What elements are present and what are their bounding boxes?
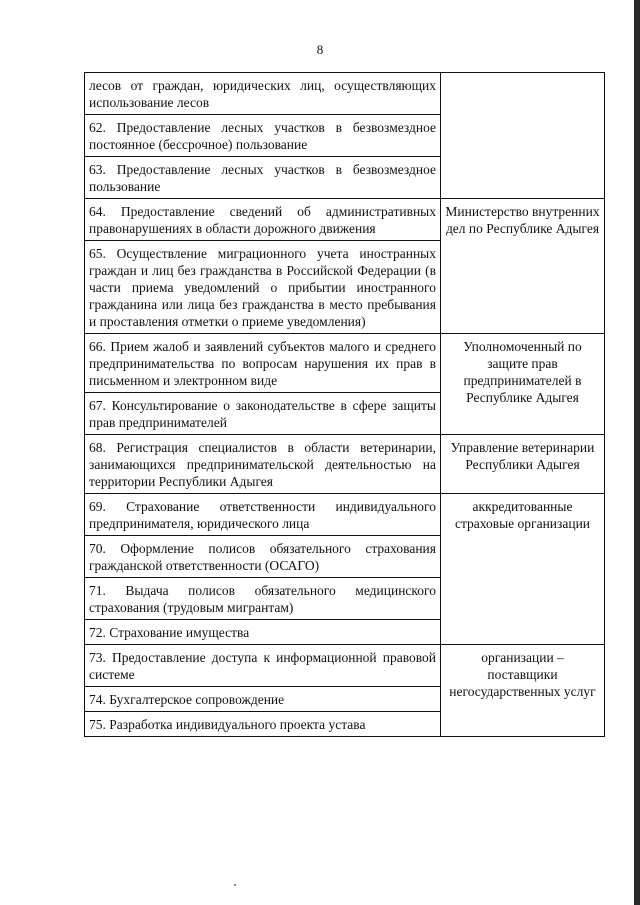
service-cell: 62. Предоставление лесных участков в безвозмездное постоянное (бессрочное) пользование <box>85 115 441 157</box>
agency-cell <box>441 73 605 199</box>
table-row <box>85 645 605 687</box>
page-edge <box>634 0 640 905</box>
table-row <box>85 199 605 241</box>
service-cell: 74. Бухгалтерское сопровождение <box>85 687 441 712</box>
agency-cell: организации – поставщики негосударственных услуг <box>441 645 605 737</box>
service-cell: 70. Оформление полисов обязательного страхования гражданской ответственности (ОСАГО) <box>85 536 441 578</box>
agency-cell: Управление ветеринарии Республики Адыгея <box>441 435 605 494</box>
table-row <box>85 435 605 494</box>
service-cell: 65. Осуществление миграционного учета иностранных граждан и лиц без гражданства в Российской Федерации (в части приема уведомлений о прибытии иностранного гражданина или лица без гражданства в место пребывания и проставления отметки о приеме уведомления) <box>85 241 441 334</box>
table-row <box>85 494 605 536</box>
service-cell: 69. Страхование ответственности индивидуального предпринимателя, юридического лица <box>85 494 441 536</box>
service-cell: 64. Предоставление сведений об административных правонарушениях в области дорожного движения <box>85 199 441 241</box>
agency-cell: аккредитованные страховые организации <box>441 494 605 645</box>
agency-cell: Министерство внутренних дел по Республике Адыгея <box>441 199 605 334</box>
service-cell: 75. Разработка индивидуального проекта устава <box>85 712 441 737</box>
service-cell: лесов от граждан, юридических лиц, осуществляющих использование лесов <box>85 73 441 115</box>
page-number: 8 <box>316 42 324 57</box>
table-row <box>85 73 605 115</box>
service-cell: 73. Предоставление доступа к информационной правовой системе <box>85 645 441 687</box>
service-cell: 66. Прием жалоб и заявлений субъектов малого и среднего предпринимательства по вопросам нарушения их прав в письменном и электронном виде <box>85 334 441 393</box>
service-cell: 71. Выдача полисов обязательного медицинского страхования (трудовым мигрантам) <box>85 578 441 620</box>
service-cell: 72. Страхование имущества <box>85 620 441 645</box>
service-cell: 63. Предоставление лесных участков в безвозмездное пользование <box>85 157 441 199</box>
agency-cell: Уполномоченный по защите прав предпринимателей в Республике Адыгея <box>441 334 605 435</box>
scan-speck <box>234 884 236 886</box>
services-table <box>84 72 605 737</box>
service-cell: 68. Регистрация специалистов в области ветеринарии, занимающихся предпринимательской деятельностью на территории Республики Адыгея <box>85 435 441 494</box>
table-row <box>85 334 605 393</box>
service-cell: 67. Консультирование о законодательстве в сфере защиты прав предпринимателей <box>85 393 441 435</box>
